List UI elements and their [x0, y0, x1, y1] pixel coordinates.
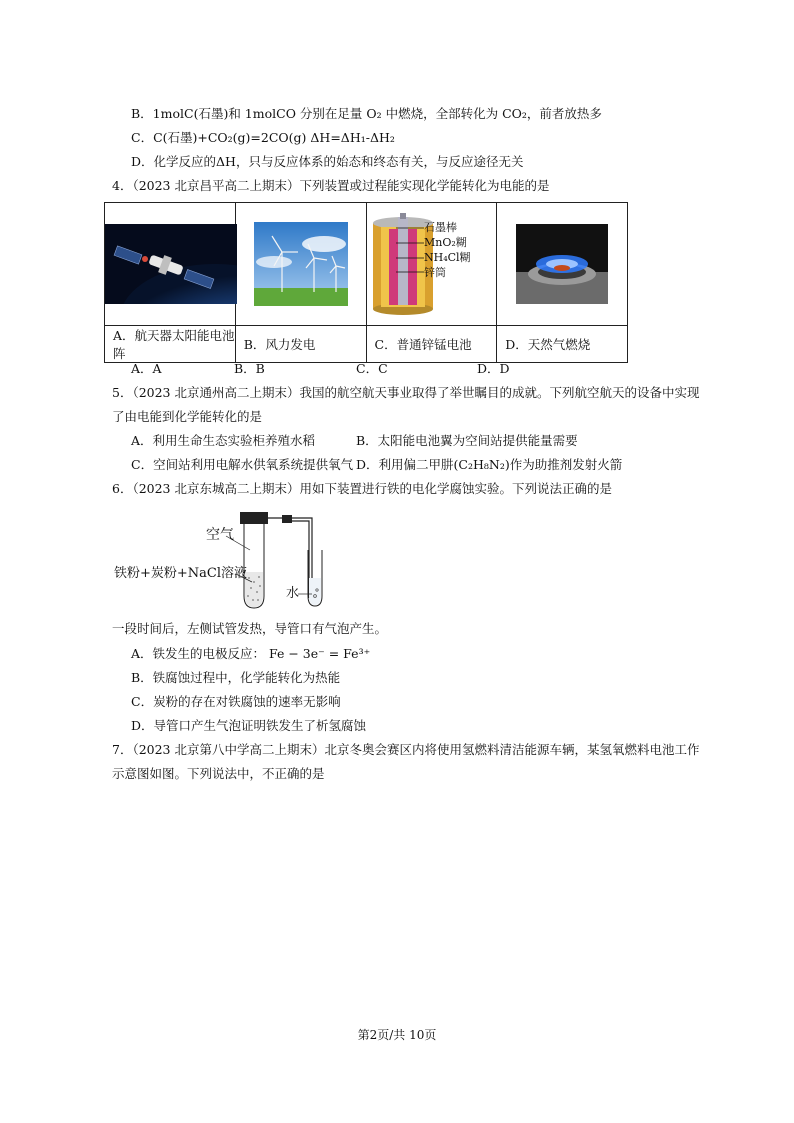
q4-cell-image-d	[497, 203, 628, 326]
q4-answer-d: D．D	[477, 361, 510, 376]
q5-option-d: D．利用偏二甲肼(C₂H₈N₂)作为助推剂发射火箭	[356, 457, 623, 472]
q3-option-b: B．1molC(石墨)和 1molCO 分别在足量 O₂ 中燃烧，全部转化为 CO₂，前者放热多	[131, 106, 602, 121]
q5-option-a: A．利用生命生态实验柜养殖水稻	[131, 433, 316, 448]
q6-option-d: D．导管口产生气泡证明铁发生了析氢腐蚀	[131, 718, 367, 733]
q6-option-b: B．铁腐蚀过程中，化学能转化为热能	[131, 670, 341, 685]
spacecraft-image	[105, 224, 237, 304]
iron-corrosion-apparatus	[112, 508, 352, 616]
battery-label-mno2: MnO₂糊	[424, 236, 467, 249]
battery-leader-lines	[396, 226, 424, 274]
battery-label-nh4cl: NH₄Cl糊	[424, 251, 471, 264]
q4-answer-choices	[131, 360, 571, 378]
label-water: 水	[286, 586, 300, 601]
q6-option-c: C．炭粉的存在对铁腐蚀的速率无影响	[131, 694, 341, 709]
q4-cell-image-b	[235, 203, 366, 326]
q5-stem-line1: 5．（2023 北京通州高二上期末）我国的航空航天事业取得了举世瞩目的成就。下列航空航天的设备中实现	[112, 385, 700, 400]
q4-options-table	[104, 202, 628, 363]
q6-stem: 6．（2023 北京东城高二上期末）用如下装置进行铁的电化学腐蚀实验。下列说法正确的是	[112, 481, 612, 496]
q4-cell-image-a	[105, 203, 236, 326]
gas-flame-image	[516, 224, 608, 304]
q3-option-d: D．化学反应的ΔH，只与反应体系的始态和终态有关，与反应途径无关	[131, 154, 524, 169]
q4-stem: 4．（2023 北京昌平高二上期末）下列装置或过程能实现化学能转化为电能的是	[112, 178, 550, 193]
battery-label-graphite: 石墨棒	[424, 221, 457, 234]
wind-turbine-image	[254, 222, 348, 306]
q4-option-b: B．风力发电	[235, 326, 366, 363]
q4-option-d: D．天然气燃烧	[497, 326, 628, 363]
q5-stem-line2: 了由电能到化学能转化的是	[112, 409, 263, 424]
q4-answer-b: B．B	[234, 361, 265, 376]
q4-option-c: C．普通锌锰电池	[366, 326, 497, 363]
q4-answer-a: A．A	[131, 361, 162, 376]
q3-option-c: C．C(石墨)+CO₂(g)=2CO(g) ΔH=ΔH₁-ΔH₂	[131, 130, 395, 145]
q7-stem-line1: 7．（2023 北京第八中学高二上期末）北京冬奥会赛区内将使用氢燃料清洁能源车辆，某氢氧燃料电池工作	[112, 742, 700, 757]
q5-option-b: B．太阳能电池翼为空间站提供能量需要	[356, 433, 578, 448]
q6-option-a: A．铁发生的电极反应： Fe − 3e⁻ = Fe³⁺	[131, 646, 371, 661]
q7-stem-line2: 示意图如图。下列说法中，不正确的是	[112, 766, 325, 781]
label-air: 空气	[206, 527, 234, 543]
page-footer: 第2页/共 10页	[357, 1028, 437, 1042]
q5-option-c: C．空间站利用电解水供氧系统提供氧气	[131, 457, 354, 472]
q4-answer-c: C．C	[356, 361, 388, 376]
q6-observation: 一段时间后，左侧试管发热，导管口有气泡产生。	[112, 621, 388, 636]
q4-option-a: A．航天器太阳能电池阵	[105, 326, 236, 363]
label-iron-carbon-nacl: 铁粉+炭粉+NaCl溶液	[114, 566, 248, 581]
battery-label-zinc: 锌筒	[424, 266, 446, 279]
